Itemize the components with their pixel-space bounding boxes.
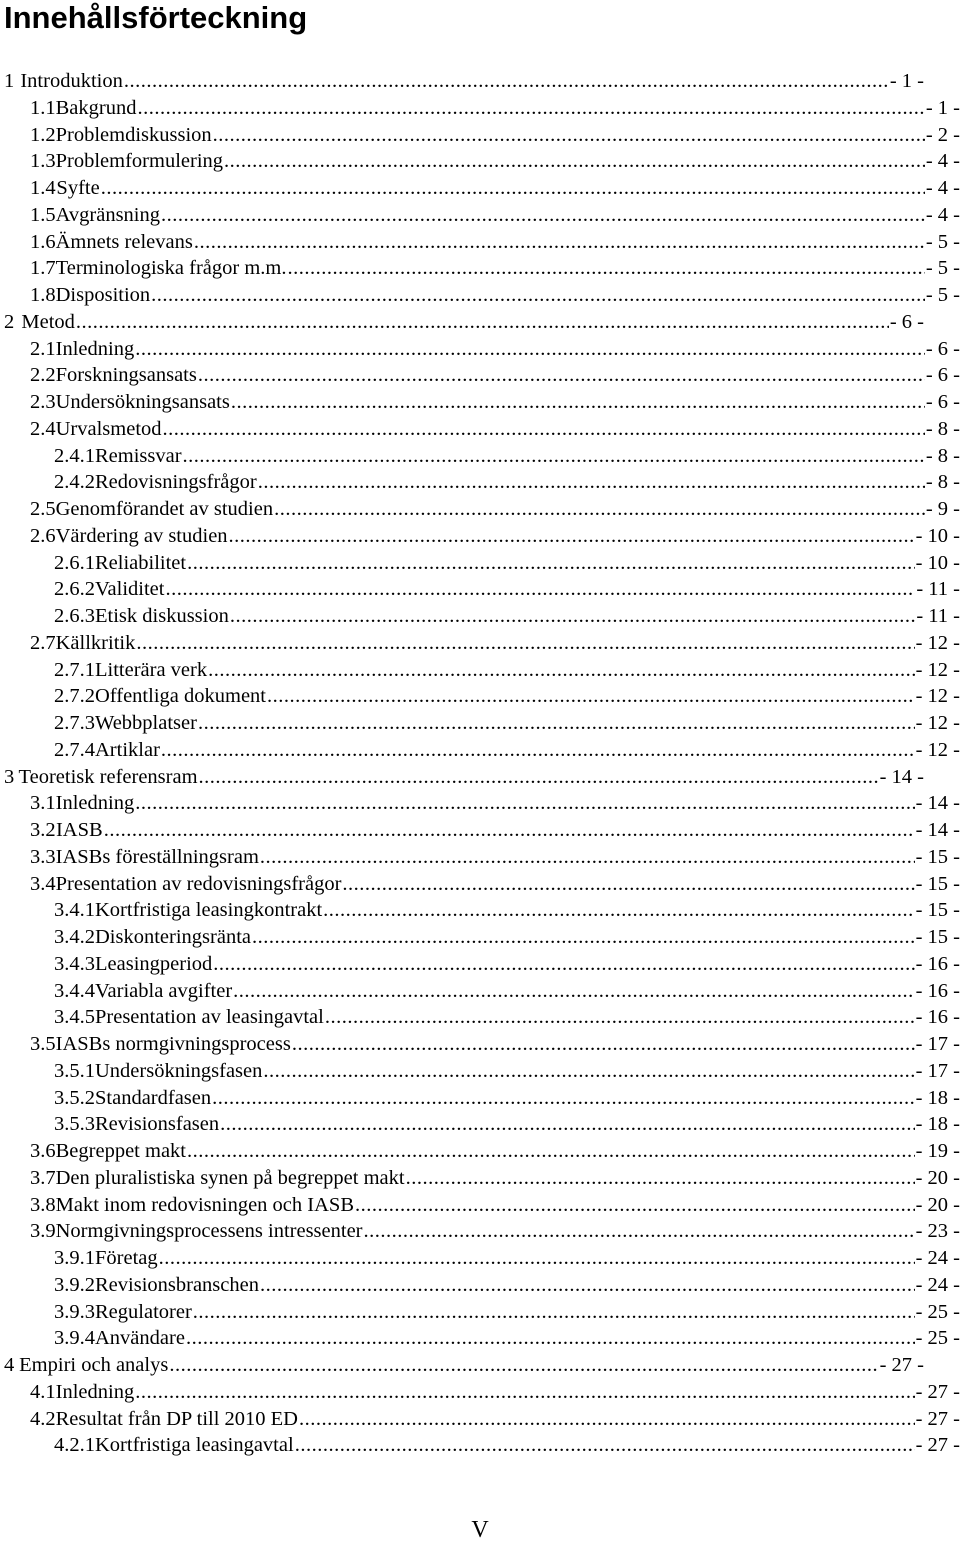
toc-dot-leader [287, 255, 924, 282]
toc-entry[interactable] [30, 630, 960, 657]
toc-entry-number: 1.5 [30, 203, 56, 226]
toc-entry-page: - 20 - [915, 1166, 960, 1189]
toc-entry-page: - 5 - [925, 257, 960, 280]
toc-entry[interactable] [30, 790, 960, 817]
toc-entry[interactable] [54, 897, 960, 924]
toc-entry-title[interactable]: Etisk diskussion [95, 605, 229, 627]
toc-entry-number: 1.7 [30, 257, 56, 280]
toc-entry[interactable] [4, 309, 924, 336]
toc-entry[interactable] [30, 389, 960, 416]
toc-entry[interactable] [30, 229, 960, 256]
toc-entry-page: - 4 - [925, 150, 960, 173]
toc-entry-page: - 15 - [915, 845, 960, 868]
toc-entry-number: 2.5 [30, 498, 56, 520]
toc-entry[interactable] [54, 710, 960, 737]
toc-entry-number: 2.1 [30, 337, 56, 360]
toc-entry-number: 2.6.1 [54, 551, 95, 574]
toc-entry[interactable] [4, 764, 924, 791]
toc-dot-leader [364, 1218, 915, 1245]
toc-entry-number: 4.2 [30, 1407, 56, 1430]
toc-entry-page: - 5 - [925, 230, 960, 253]
toc-entry-page: - 2 - [925, 123, 960, 146]
toc-entry[interactable] [54, 1299, 960, 1326]
toc-entry[interactable] [30, 1379, 960, 1406]
toc-entry-page: - 1 - [925, 96, 960, 119]
toc-dot-leader [104, 817, 915, 844]
toc-dot-leader [252, 924, 915, 951]
toc-dot-leader [295, 1432, 915, 1459]
toc-entry-title[interactable]: Genomförandet av studien [55, 498, 274, 520]
toc-entry-number: 3.8 [30, 1193, 56, 1216]
toc-entry-title[interactable]: Diskonteringsränta [95, 926, 251, 948]
toc-dot-leader [187, 1138, 915, 1165]
toc-entry[interactable] [54, 603, 960, 630]
toc-entry-title[interactable]: Disposition [55, 284, 151, 306]
toc-entry-page: - 17 - [915, 1033, 960, 1055]
toc-entry-title[interactable]: IASB [55, 819, 103, 841]
toc-entry-number: 2.6.3 [54, 605, 95, 627]
toc-entry-number: 3.5.2 [54, 1086, 95, 1109]
toc-entry-title[interactable]: Kortfristiga leasingkontrakt [95, 899, 323, 922]
toc-entry-title[interactable]: Introduktion [20, 70, 123, 92]
toc-entry[interactable] [30, 282, 960, 309]
toc-dot-leader [233, 978, 914, 1005]
toc-entry-page: - 16 - [915, 1006, 960, 1029]
toc-entry-title[interactable]: Inledning [55, 792, 135, 815]
toc-dot-leader [355, 1192, 915, 1219]
toc-entry-page: - 27 - [879, 1354, 924, 1376]
toc-dot-leader [186, 1325, 915, 1352]
toc-entry-page: - 25 - [915, 1327, 960, 1350]
toc-entry[interactable] [30, 1218, 960, 1245]
toc-entry-title[interactable]: IASBs föreställningsram [55, 845, 259, 868]
toc-entry-page: - 27 - [915, 1407, 960, 1430]
toc-entry[interactable] [30, 175, 960, 202]
toc-dot-leader [135, 1379, 914, 1406]
toc-entry-number: 3.5.1 [54, 1059, 95, 1082]
toc-entry-title[interactable]: Problemformulering [55, 150, 224, 173]
toc-dot-leader [193, 1299, 915, 1326]
toc-dot-leader [194, 229, 925, 256]
toc-entry-page: - 14 - [915, 792, 960, 815]
toc-entry-number: 3.9 [30, 1220, 56, 1243]
toc-dot-leader [136, 630, 914, 657]
toc-entry-number: 3.9.1 [54, 1247, 95, 1269]
toc-entry[interactable] [54, 1004, 960, 1031]
toc-dot-leader [159, 1245, 915, 1272]
toc-entry-title[interactable]: Presentation av leasingavtal [95, 1006, 324, 1029]
toc-entry-title[interactable]: Empiri och analys [19, 1354, 169, 1376]
toc-entry[interactable] [30, 336, 960, 363]
toc-entry-page: - 1 - [889, 70, 924, 92]
toc-entry-number: 3 [4, 765, 15, 788]
toc-entry[interactable] [54, 1272, 960, 1299]
toc-entry-title[interactable]: Revisionsbranschen [95, 1273, 259, 1296]
toc-entry-title[interactable]: Inledning [55, 1380, 135, 1403]
toc-entry-page: - 11 - [916, 605, 960, 627]
toc-entry-number: 3.5 [30, 1033, 56, 1055]
toc-entry-number: 3.4.3 [54, 952, 95, 975]
toc-dot-leader [135, 336, 925, 363]
toc-entry-number: 2.4 [30, 417, 56, 440]
toc-entry[interactable] [30, 95, 960, 122]
toc-entry-number: 3.5.3 [54, 1113, 95, 1136]
page-heading: Innehållsförteckning [4, 0, 308, 35]
toc-entry-page: - 24 - [915, 1273, 960, 1296]
toc-entry[interactable] [30, 496, 960, 523]
toc-entry-page: - 23 - [915, 1220, 960, 1243]
toc-entry[interactable] [54, 1432, 960, 1459]
toc-dot-leader [163, 416, 925, 443]
toc-entry[interactable] [4, 1352, 924, 1379]
toc-entry-title[interactable]: Resultat från DP till 2010 ED [55, 1407, 298, 1430]
toc-dot-leader [137, 95, 924, 122]
toc-entry[interactable] [30, 844, 960, 871]
toc-entry-number: 2.6 [30, 524, 56, 547]
toc-entry[interactable] [54, 550, 960, 577]
toc-entry-number: 3.1 [30, 792, 56, 815]
toc-entry-page: - 20 - [915, 1193, 960, 1216]
toc-dot-leader [208, 657, 914, 684]
toc-entry-title[interactable]: Problemdiskussion [55, 123, 212, 146]
toc-entry-number: 2.3 [30, 391, 56, 413]
toc-entry-number: 3.9.3 [54, 1300, 95, 1323]
toc-dot-leader [260, 1272, 915, 1299]
toc-entry-page: - 18 - [915, 1086, 960, 1109]
toc-dot-leader [325, 1004, 915, 1031]
toc-entry-title[interactable]: Urvalsmetod [55, 417, 162, 440]
toc-entry-number: 2.6.2 [54, 578, 95, 601]
toc-entry-page: - 8 - [925, 471, 960, 494]
toc-entry-page: - 12 - [915, 738, 960, 761]
toc-entry-page: - 5 - [925, 284, 960, 306]
toc-entry-page: - 16 - [915, 952, 960, 975]
toc-dot-leader [187, 550, 915, 577]
toc-entry[interactable] [54, 1111, 960, 1138]
toc-entry-number: 3.4.2 [54, 926, 95, 948]
toc-entry-title[interactable]: Företag [95, 1247, 158, 1269]
toc-entry-title[interactable]: Offentliga dokument [95, 685, 266, 708]
toc-entry-page: - 12 - [915, 658, 960, 681]
toc-entry-title[interactable]: Användare [95, 1327, 185, 1350]
toc-entry-number: 4 [4, 1354, 15, 1376]
toc-entry-title[interactable]: Revisionsfasen [95, 1113, 220, 1136]
toc-entry-title[interactable]: Presentation av redovisningsfrågor [55, 872, 342, 895]
toc-entry-title[interactable]: Litterära verk [95, 658, 208, 681]
toc-entry-number: 1.6 [30, 230, 56, 253]
toc-entry[interactable] [30, 1192, 960, 1219]
toc-entry-title[interactable]: Validitet [95, 578, 165, 601]
toc-entry[interactable] [30, 362, 960, 389]
toc-dot-leader [299, 1406, 915, 1433]
toc-entry-page: - 17 - [915, 1059, 960, 1082]
toc-entry-number: 1.1 [30, 96, 56, 119]
toc-entry-title[interactable]: Bakgrund [55, 96, 137, 119]
toc-entry[interactable] [30, 1165, 960, 1192]
toc-entry-number: 2.4.1 [54, 444, 95, 467]
toc-entry-page: - 6 - [925, 337, 960, 360]
toc-dot-leader [274, 496, 925, 523]
toc-entry-title[interactable]: Webbplatser [95, 712, 197, 734]
toc-entry[interactable] [54, 576, 960, 603]
toc-entry-page: - 10 - [915, 551, 960, 574]
toc-entry-number: 2.7.4 [54, 738, 95, 761]
toc-entry-number: 1.2 [30, 123, 56, 146]
toc-dot-leader [231, 389, 925, 416]
toc-entry-number: 3.4 [30, 872, 56, 895]
toc-entry[interactable] [54, 1325, 960, 1352]
toc-entry-title[interactable]: Begreppet makt [55, 1140, 186, 1162]
toc-entry[interactable] [54, 1058, 960, 1085]
toc-entry-page: - 6 - [925, 391, 960, 413]
toc-entry-number: 3.2 [30, 819, 56, 841]
toc-entry-number: 4.2.1 [54, 1434, 95, 1457]
toc-entry[interactable] [30, 523, 960, 550]
toc-entry-title[interactable]: Makt inom redovisningen och IASB [55, 1193, 354, 1216]
toc-entry[interactable] [54, 951, 960, 978]
toc-entry[interactable] [54, 1085, 960, 1112]
toc-dot-leader [224, 148, 925, 175]
toc-entry-title[interactable]: Artiklar [95, 738, 160, 761]
toc-entry[interactable] [54, 924, 960, 951]
toc-dot-leader [169, 1352, 878, 1379]
toc-dot-leader [101, 175, 925, 202]
toc-entry-number: 1.8 [30, 284, 56, 306]
toc-entry-page: - 8 - [925, 417, 960, 440]
toc-entry[interactable] [30, 202, 960, 229]
toc-entry[interactable] [54, 469, 960, 496]
toc-entry-number: 3.4.1 [54, 899, 95, 922]
toc-dot-leader [220, 1111, 914, 1138]
toc-entry-title[interactable]: Avgränsning [55, 203, 161, 226]
toc-entry-title[interactable]: IASBs normgivningsprocess [55, 1033, 291, 1055]
toc-entry-page: - 14 - [915, 819, 960, 841]
toc-entry-number: 2.7.1 [54, 658, 95, 681]
toc-entry-title[interactable]: Reliabilitet [95, 551, 187, 574]
toc-dot-leader [161, 202, 925, 229]
toc-entry-title[interactable]: Standardfasen [95, 1086, 212, 1109]
toc-entry[interactable] [54, 1245, 960, 1272]
toc-entry-page: - 8 - [925, 444, 960, 467]
toc-entry-page: - 15 - [915, 899, 960, 922]
toc-dot-leader [212, 1085, 914, 1112]
toc-entry[interactable] [30, 817, 960, 844]
toc-entry-title[interactable]: Den pluralistiska synen på begreppet makt [55, 1166, 405, 1189]
toc-entry-title[interactable]: Forskningsansats [55, 364, 197, 387]
toc-entry-title[interactable]: Kortfristiga leasingavtal [95, 1434, 294, 1457]
toc-dot-leader [258, 469, 925, 496]
toc-entry-number: 1 [4, 70, 15, 92]
toc-entry-title[interactable]: Källkritik [55, 631, 136, 654]
toc-dot-leader [183, 443, 925, 470]
toc-entry-title[interactable]: Undersökningsansats [55, 391, 230, 413]
toc-entry-page: - 27 - [915, 1434, 960, 1457]
toc-entry-title[interactable]: Redovisningsfrågor [95, 471, 257, 494]
toc-dot-leader [342, 871, 914, 898]
toc-entry-page: - 4 - [925, 203, 960, 226]
toc-entry-page: - 15 - [915, 872, 960, 895]
toc-entry-number: 1.4 [30, 177, 56, 199]
toc-entry-page: - 15 - [915, 926, 960, 948]
toc-entry-number: 3.3 [30, 845, 56, 868]
toc-entry-page: - 6 - [889, 310, 924, 333]
page-number-footer: V [471, 1517, 489, 1543]
toc-entry[interactable] [30, 255, 960, 282]
toc-entry-title[interactable]: Metod [21, 310, 75, 333]
toc-dot-leader [323, 897, 914, 924]
toc-entry[interactable] [30, 1406, 960, 1433]
toc-dot-leader [76, 309, 889, 336]
toc-entry-number: 2.7 [30, 631, 56, 654]
toc-dot-leader [161, 737, 915, 764]
toc-entry-page: - 24 - [915, 1247, 960, 1269]
toc-entry-page: - 18 - [915, 1113, 960, 1136]
toc-entry[interactable] [54, 657, 960, 684]
toc-entry-number: 2.7.2 [54, 685, 95, 708]
toc-entry-title[interactable]: Variabla avgifter [95, 979, 233, 1002]
toc-dot-leader [165, 576, 915, 603]
toc-entry-title[interactable]: Remissvar [95, 444, 182, 467]
toc-entry-page: - 9 - [925, 498, 960, 520]
toc-entry[interactable] [30, 122, 960, 149]
toc-dot-leader [213, 951, 914, 978]
toc-dot-leader [229, 523, 915, 550]
toc-entry-number: 3.6 [30, 1140, 56, 1162]
toc-entry-page: - 6 - [925, 364, 960, 387]
toc-entry[interactable] [30, 1138, 960, 1165]
toc-dot-leader [213, 122, 925, 149]
toc-entry-page: - 25 - [915, 1300, 960, 1323]
toc-entry-number: 2.2 [30, 364, 56, 387]
toc-entry-number: 2.7.3 [54, 712, 95, 734]
toc-entry-number: 3.4.5 [54, 1006, 95, 1029]
toc-entry[interactable] [54, 737, 960, 764]
toc-entry[interactable] [54, 683, 960, 710]
toc-entry-title[interactable]: Regulatorer [95, 1300, 192, 1323]
toc-entry-page: - 27 - [915, 1380, 960, 1403]
toc-entry-title[interactable]: Ämnets relevans [55, 230, 193, 253]
toc-entry-page: - 12 - [915, 712, 960, 734]
toc-entry[interactable] [4, 68, 924, 95]
toc-entry-page: - 4 - [925, 177, 960, 199]
toc-entry[interactable] [54, 443, 960, 470]
toc-dot-leader [135, 790, 914, 817]
toc-entry[interactable] [30, 1031, 960, 1058]
toc-entry-title[interactable]: Undersökningsfasen [95, 1059, 263, 1082]
toc-entry-page: - 12 - [915, 631, 960, 654]
toc-entry-number: 1.3 [30, 150, 56, 173]
toc-entry[interactable] [30, 416, 960, 443]
toc-dot-leader [263, 1058, 914, 1085]
toc-entry-page: - 12 - [915, 685, 960, 708]
toc-dot-leader [406, 1165, 915, 1192]
toc-entry-number: 2.4.2 [54, 471, 95, 494]
toc-entry-page: - 14 - [879, 765, 924, 788]
toc-dot-leader [230, 603, 916, 630]
toc-dot-leader [292, 1031, 915, 1058]
toc-dot-leader [198, 362, 925, 389]
toc-entry[interactable] [30, 871, 960, 898]
toc-entry-title[interactable]: Normgivningsprocessens intressenter [55, 1220, 363, 1243]
toc-entry-page: - 10 - [915, 524, 960, 547]
toc-dot-leader [198, 710, 915, 737]
toc-dot-leader [124, 68, 889, 95]
toc-entry-page: - 11 - [916, 578, 960, 601]
toc-entry-number: 3.7 [30, 1166, 56, 1189]
toc-dot-leader [199, 764, 879, 791]
toc-entry-title[interactable]: Teoretisk referensram [18, 765, 198, 788]
toc-dot-leader [260, 844, 915, 871]
toc-entry-number: 2 [4, 310, 15, 333]
toc-entry-title[interactable]: Terminologiska frågor m.m. [55, 257, 287, 280]
toc-entry-number: 4.1 [30, 1380, 56, 1403]
toc-entry-number: 3.9.4 [54, 1327, 95, 1350]
toc-entry[interactable] [54, 978, 960, 1005]
toc-entry-title[interactable]: Värdering av studien [55, 524, 228, 547]
toc-entry-title[interactable]: Inledning [55, 337, 135, 360]
toc-entry-page: - 19 - [915, 1140, 960, 1162]
toc-entry-page: - 16 - [915, 979, 960, 1002]
toc-entry-title[interactable]: Syfte [56, 177, 100, 199]
toc-entry-number: 3.4.4 [54, 979, 95, 1002]
toc-dot-leader [267, 683, 915, 710]
toc-dot-leader [151, 282, 925, 309]
toc-entry-title[interactable]: Leasingperiod [95, 952, 213, 975]
toc-entry-number: 3.9.2 [54, 1273, 95, 1296]
toc-entry[interactable] [30, 148, 960, 175]
